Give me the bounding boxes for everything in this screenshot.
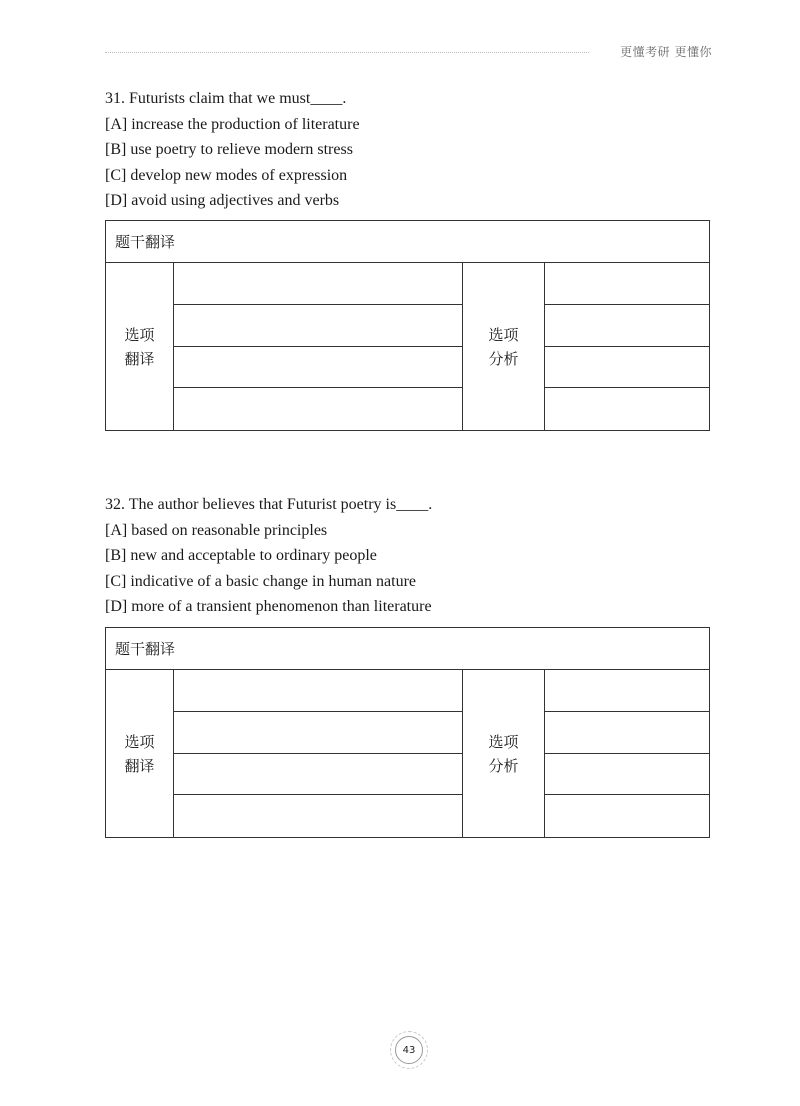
question-31 [105,86,725,214]
label-line-2: 分析 [488,349,519,368]
question-stem: 31. Futurists claim that we must____. [105,90,347,107]
translation-cell-c[interactable] [174,754,462,796]
translation-cell-a[interactable] [174,263,462,305]
option-analysis-cells [545,670,709,837]
header-divider [105,52,589,53]
question-stem: 32. The author believes that Futurist poetry is____. [105,496,433,513]
translation-cell-b[interactable] [174,712,462,754]
stem-translation-label: 题干翻译 [106,221,709,263]
translation-cell-a[interactable] [174,670,462,712]
header-slogan: 更懂考研 更懂你 [620,45,712,59]
analysis-cell-b[interactable] [545,305,709,347]
label-line-1: 选项 [488,325,519,344]
option-translation-label [106,263,174,430]
translation-cell-d[interactable] [174,388,462,430]
option-c: [C] develop new modes of expression [105,166,348,184]
label-line-1: 选项 [124,325,155,344]
label-line-2: 翻译 [124,756,155,775]
analysis-cell-a[interactable] [545,670,709,712]
translation-cell-d[interactable] [174,795,462,837]
option-d: [D] avoid using adjectives and verbs [105,192,340,209]
translation-cell-b[interactable] [174,305,462,347]
option-a: [A] based on reasonable principles [105,521,328,539]
option-b: [B] new and acceptable to ordinary people [105,547,377,564]
option-translation-cells [174,670,463,837]
option-c: [C] indicative of a basic change in human nature [105,572,416,590]
analysis-cell-c[interactable] [545,347,709,389]
analysis-cell-c[interactable] [545,754,709,796]
option-translation-label [106,670,174,837]
question-32 [105,492,725,620]
option-d: [D] more of a transient phenomenon than literature [105,598,432,615]
translation-cell-c[interactable] [174,347,462,389]
option-b: [B] use poetry to relieve modern stress [105,141,353,158]
option-a: [A] increase the production of literature [105,115,360,133]
option-analysis-label [463,670,545,837]
label-line-1: 选项 [124,732,155,751]
option-analysis-label [463,263,545,430]
analysis-cell-d[interactable] [545,388,709,430]
answer-grid-32 [105,627,710,838]
option-analysis-cells [545,263,709,430]
analysis-cell-a[interactable] [545,263,709,305]
analysis-cell-d[interactable] [545,795,709,837]
stem-translation-label: 题干翻译 [106,628,709,670]
label-line-2: 翻译 [124,349,155,368]
label-line-1: 选项 [488,732,519,751]
option-translation-cells [174,263,463,430]
answer-grid-31 [105,220,710,431]
page-number: 43 [395,1036,423,1064]
label-line-2: 分析 [488,756,519,775]
analysis-cell-b[interactable] [545,712,709,754]
